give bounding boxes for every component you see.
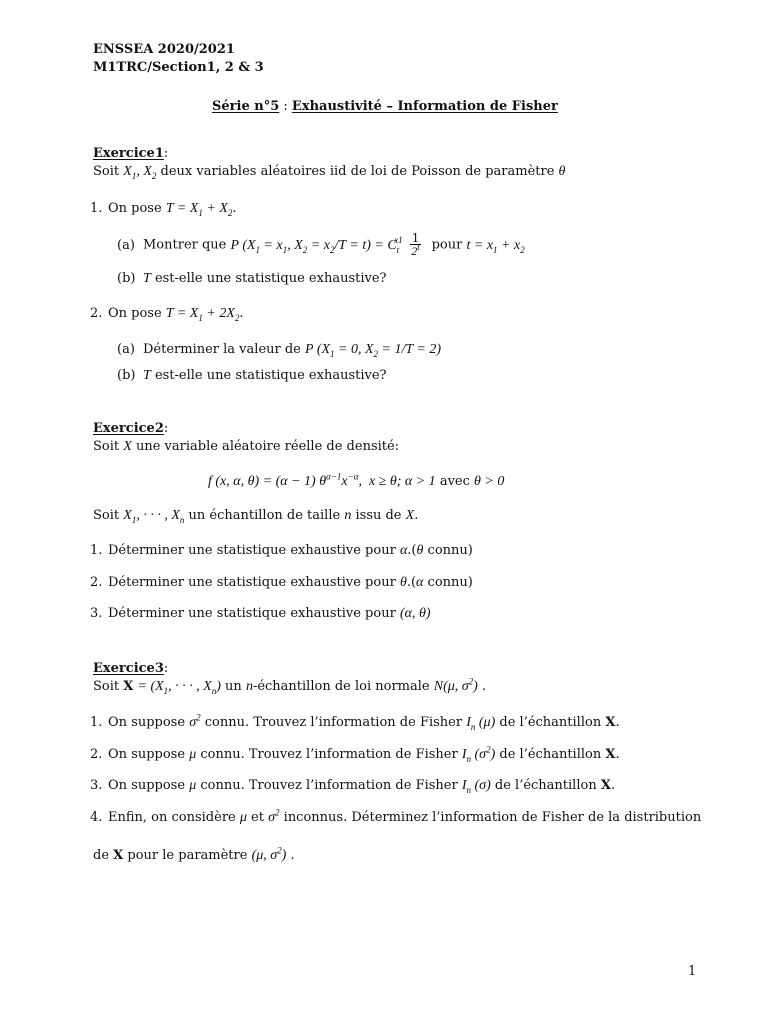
ex3-q1-b: connu. Trouvez l’information de Fisher [204, 715, 463, 730]
ex1-heading [93, 146, 168, 162]
ex3-q4-b: inconnus. Déterminez l’information de Fisher de la distribution [283, 810, 702, 825]
ex3-q1-c: de l’échantillon [499, 715, 602, 730]
ex3-soit: Soit [93, 679, 120, 694]
ex1-intro-text: deux variables aléatoires iid de loi de Poisson de paramètre [160, 164, 555, 179]
ex3-q4-param-text: pour le paramètre [127, 848, 248, 863]
ex2-q2-paren: connu) [427, 575, 473, 590]
ex1-q1a-pour: pour [431, 237, 463, 253]
ex1-q2-num: 2. [90, 306, 103, 321]
ex1-q1b-label: (b) [117, 271, 136, 286]
ex2-q1: 1. Déterminer une statistique exhaustive pour α.(θ connu) [90, 543, 473, 558]
ex2-q1-num: 1. [90, 543, 103, 558]
ex2-q1-text: Déterminer une statistique exhaustive pour [108, 543, 396, 558]
ex3-q3-num: 3. [90, 778, 103, 793]
ex3-q1-num: 1. [90, 715, 103, 730]
title-serie: Série n°5 [212, 99, 280, 114]
ex3-q2-a: On suppose [108, 747, 186, 762]
fraction-1-over-2t: $\frac{1}{2^t}$ [411, 231, 420, 258]
ex2-soit: Soit [93, 439, 120, 454]
ex2-q2-num: 2. [90, 575, 103, 590]
ex2-q3: 3. Déterminer une statistique exhaustive pour (α, θ) [90, 606, 431, 621]
ex1-q1a-text: Montrer que [143, 237, 227, 253]
ex2-sample-text: un échantillon de taille [188, 508, 341, 523]
ex1-q2b: (b) T est-elle une statistique exhaustive? [117, 368, 387, 383]
ex3-q1: 1. On suppose $\sigma^2$ connu. Trouvez l’information de Fisher $I_n$ (μ) de l’échantillon X. [90, 712, 620, 732]
ex1-title: Exercice1 [93, 146, 164, 161]
title-sep: : [279, 99, 292, 114]
title-topic: Exhaustivité – Information de Fisher [291, 99, 558, 114]
ex3-q2-c: de l’échantillon [499, 747, 602, 762]
header-line-1: ENSSEA 2020/2021 [93, 42, 235, 57]
ex3-q4-de: de [93, 848, 110, 863]
header-line-2: M1TRC/Section1, 2 & 3 [93, 60, 264, 75]
ex2-q3-text: Déterminer une statistique exhaustive pour [108, 606, 396, 621]
ex3-q4-a: Enfin, on considère [108, 810, 236, 825]
ex2-sample: Soit $X_1$, · · · , $X_n$ un échantillon de taille n issu de X. [93, 508, 419, 525]
ex3-q2-num: 2. [90, 747, 103, 762]
ex2-avec: avec [439, 474, 470, 489]
page-title [212, 99, 558, 115]
ex3-intro: Soit $X = (X_1$, · · · , $X_n$) un n-échantillon de loi normale N(μ, $\sigma^2$) . [93, 676, 487, 696]
ex3-intro-un: un [225, 679, 242, 694]
ex1-q1a-label: (a) [117, 237, 135, 253]
ex3-colon: : [163, 661, 169, 676]
ex2-sample-soit: Soit [93, 508, 120, 523]
ex1-soit: Soit [93, 164, 120, 179]
ex1-q1a: (a) Montrer que P ($X_1 = x_1$, $X_2 = x_2/T = t) = C_t^{x1}$ $\frac{1}{2^t}$ pour $t = x_1 + x_2$ [117, 231, 525, 258]
ex3-q4-num: 4. [90, 810, 103, 825]
ex2-density-formula: f (x, α, θ) = (α − 1) $\theta^{\alpha-1}x^{-\alpha}$, x ≥ θ; α > 1 avec θ > 0 [208, 471, 505, 489]
ex3-q3-c: de l’échantillon [494, 778, 597, 793]
ex2-q2-text: Déterminer une statistique exhaustive pour [108, 575, 396, 590]
ex3-intro-text: -échantillon de loi normale [252, 679, 430, 694]
ex1-q2a-text: Déterminer la valeur de [143, 342, 301, 357]
ex3-q2-b: connu. Trouvez l’information de Fisher [200, 747, 458, 762]
ex2-title: Exercice2 [93, 421, 164, 436]
ex3-heading [93, 661, 168, 677]
ex3-q1-a: On suppose [108, 715, 186, 730]
ex2-intro: Soit X une variable aléatoire réelle de densité: [93, 439, 400, 454]
ex1-q2b-label: (b) [117, 368, 136, 383]
ex3-q4-line2: de X pour le paramètre (μ, $\sigma^2$) . [93, 845, 295, 863]
ex2-sample-issu: issu de [355, 508, 402, 523]
ex2-colon: : [163, 421, 169, 436]
ex1-q1: 1. On pose $T = X_1 + X_2$. [90, 201, 237, 218]
ex1-q2a: (a) Déterminer la valeur de P ($X_1 = 0$, $X_2 = 1/T = 2$) [117, 342, 442, 359]
ex2-q3-num: 3. [90, 606, 103, 621]
ex3-q3-a: On suppose [108, 778, 186, 793]
ex1-q1-num: 1. [90, 201, 103, 216]
ex3-q4-et: et [251, 810, 264, 825]
ex1-q1-text: On pose [108, 201, 162, 216]
ex1-q2: 2. On pose $T = X_1 + 2X_2$. [90, 306, 244, 323]
page-number: 1 [688, 964, 697, 979]
ex3-title: Exercice3 [93, 661, 164, 676]
ex2-intro-text: une variable aléatoire réelle de densité: [135, 439, 400, 454]
ex3-q2: 2. On suppose μ connu. Trouvez l’information de Fisher $I_n$ $(\sigma^2)$ de l’échantillon X. [90, 744, 620, 764]
ex2-q2: 2. Déterminer une statistique exhaustive pour θ.(α connu) [90, 575, 473, 590]
ex1-colon: : [163, 146, 169, 161]
ex1-q2b-text: est-elle une statistique exhaustive? [154, 368, 387, 383]
ex1-q1b-text: est-elle une statistique exhaustive? [154, 271, 387, 286]
ex1-q2-text: On pose [108, 306, 162, 321]
ex3-q3-b: connu. Trouvez l’information de Fisher [200, 778, 458, 793]
ex1-q1b: (b) T est-elle une statistique exhaustive? [117, 271, 387, 286]
ex1-intro: Soit $X_1$, $X_2$ deux variables aléatoires iid de loi de Poisson de paramètre θ [93, 164, 566, 181]
ex1-q2a-label: (a) [117, 342, 135, 357]
ex3-q4: 4. Enfin, on considère μ et $\sigma^2$ inconnus. Déterminez l’information de Fisher de la distribution [90, 807, 702, 825]
ex3-q3: 3. On suppose μ connu. Trouvez l’information de Fisher $I_n$ (σ) de l’échantillon X. [90, 778, 616, 795]
ex2-q1-paren: connu) [427, 543, 473, 558]
ex2-heading [93, 421, 168, 437]
